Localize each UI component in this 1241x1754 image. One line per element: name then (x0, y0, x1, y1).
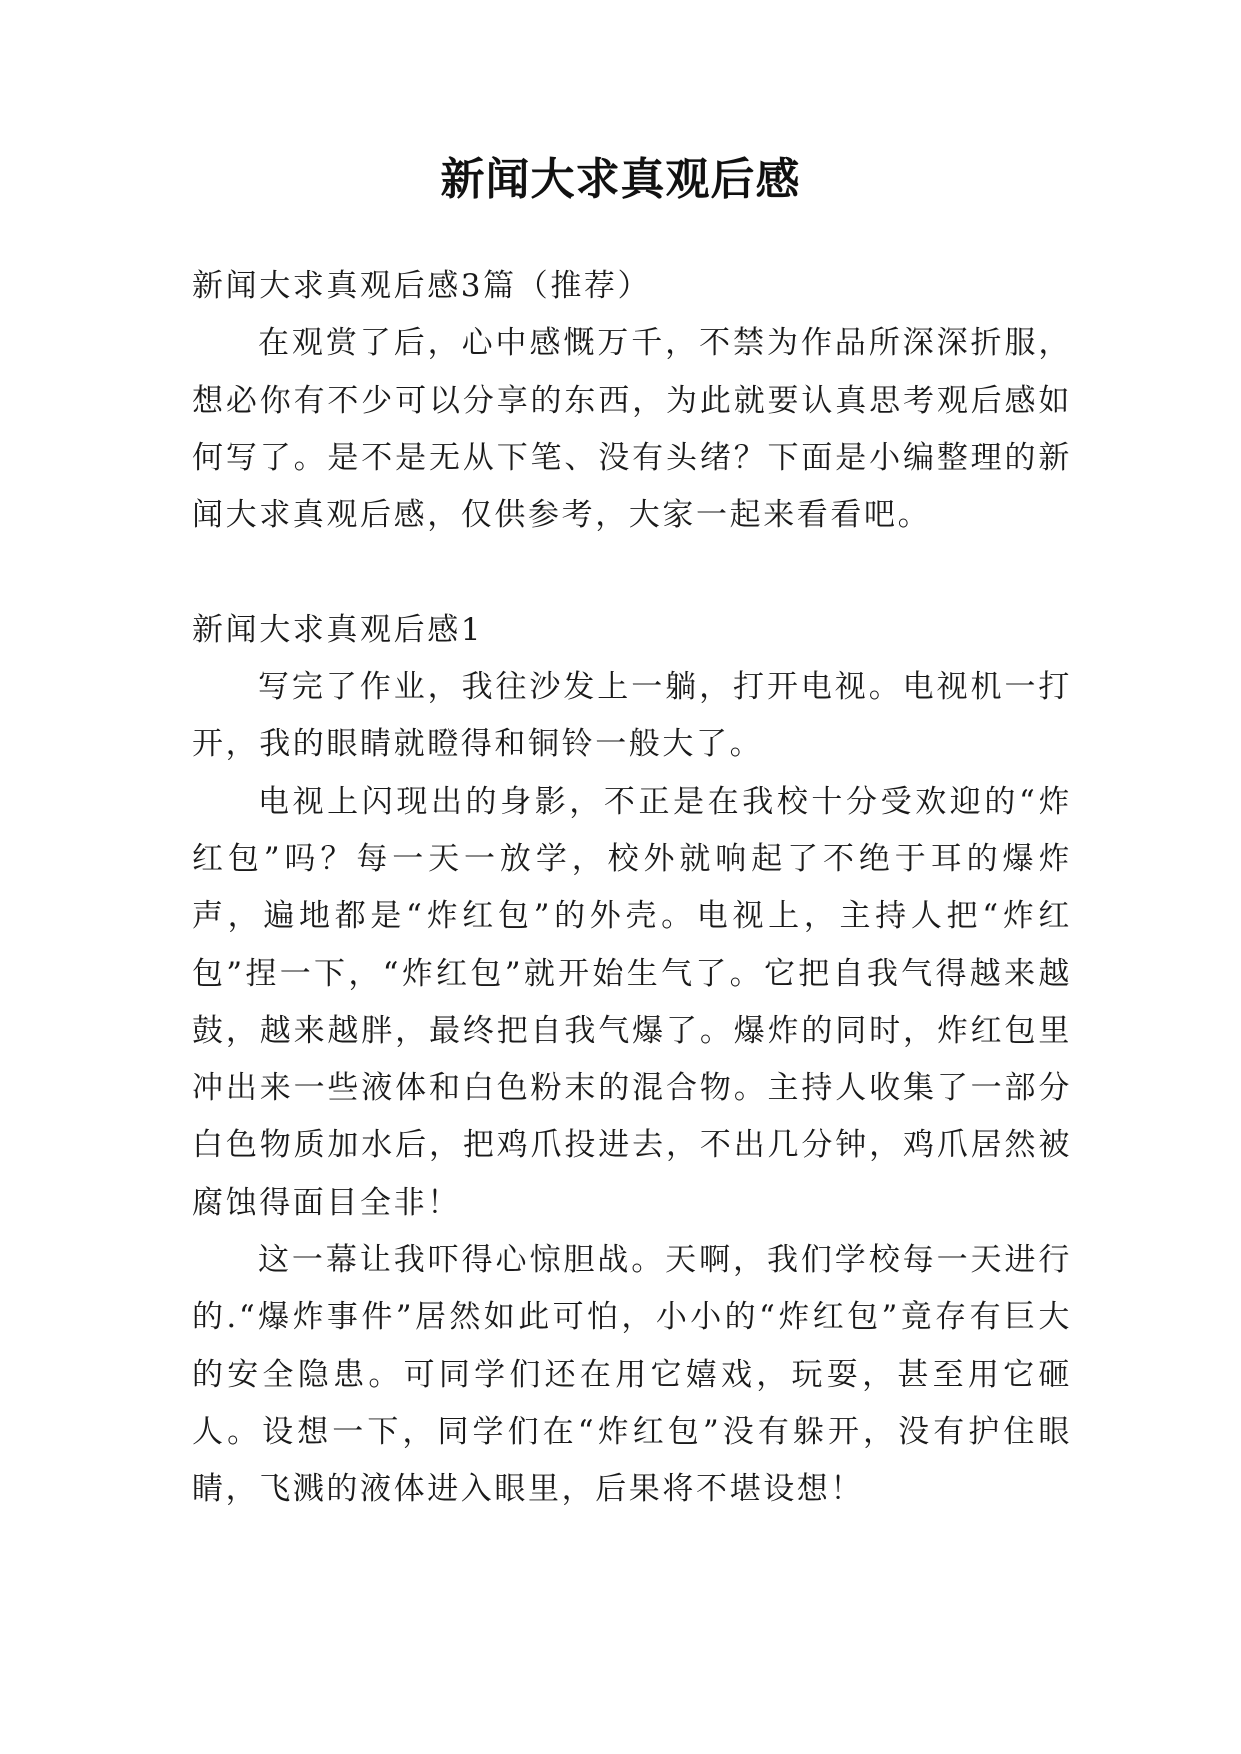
section-heading: 新闻大求真观后感1 (192, 611, 484, 648)
document-subtitle: 新闻大求真观后感3篇（推荐） (192, 268, 652, 304)
intro-paragraph: 在观赏了后，心中感慨万千，不禁为作品所深深折服，想必你有不少可以分享的东西，为此就要认真思考观后感如何写了。是不是无从下笔、没有头绪？下面是小编整理的新闻大求真观后感，仅供参考，大家一起来看看吧。 (192, 325, 1072, 534)
body-paragraph-3: 这一幕让我吓得心惊胆战。天啊，我们学校每一天进行的.“爆炸事件”居然如此可怕，小小的“炸红包”竟存有巨大的安全隐患。可同学们还在用它嬉戏，玩耍，甚至用它砸人。设想一下，同学们在“炸红包”没有躲开，没有护住眼睛，飞溅的液体进入眼里，后果将不堪设想！ (192, 1242, 1072, 1508)
document-title: 新闻大求真观后感 (440, 154, 801, 205)
body-paragraph-2: 电视上闪现出的身影，不正是在我校十分受欢迎的“炸红包”吗？每一天一放学，校外就响起了不绝于耳的爆炸声，遍地都是“炸红包”的外壳。电视上，主持人把“炸红包”捏一下，“炸红包”就开始生气了。它把自我气得越来越鼓，越来越胖，最终把自我气爆了。爆炸的同时，炸红包里冲出来一些液体和白色粉末的混合物。主持人收集了一部分白色物质加水后，把鸡爪投进去，不出几分钟，鸡爪居然被腐蚀得面目全非！ (192, 783, 1072, 1221)
section-spacer (192, 544, 1072, 601)
body-paragraph-1: 写完了作业，我往沙发上一躺，打开电视。电视机一打开，我的眼睛就瞪得和铜铃一般大了。 (192, 669, 1072, 763)
document-body (192, 258, 1072, 1519)
